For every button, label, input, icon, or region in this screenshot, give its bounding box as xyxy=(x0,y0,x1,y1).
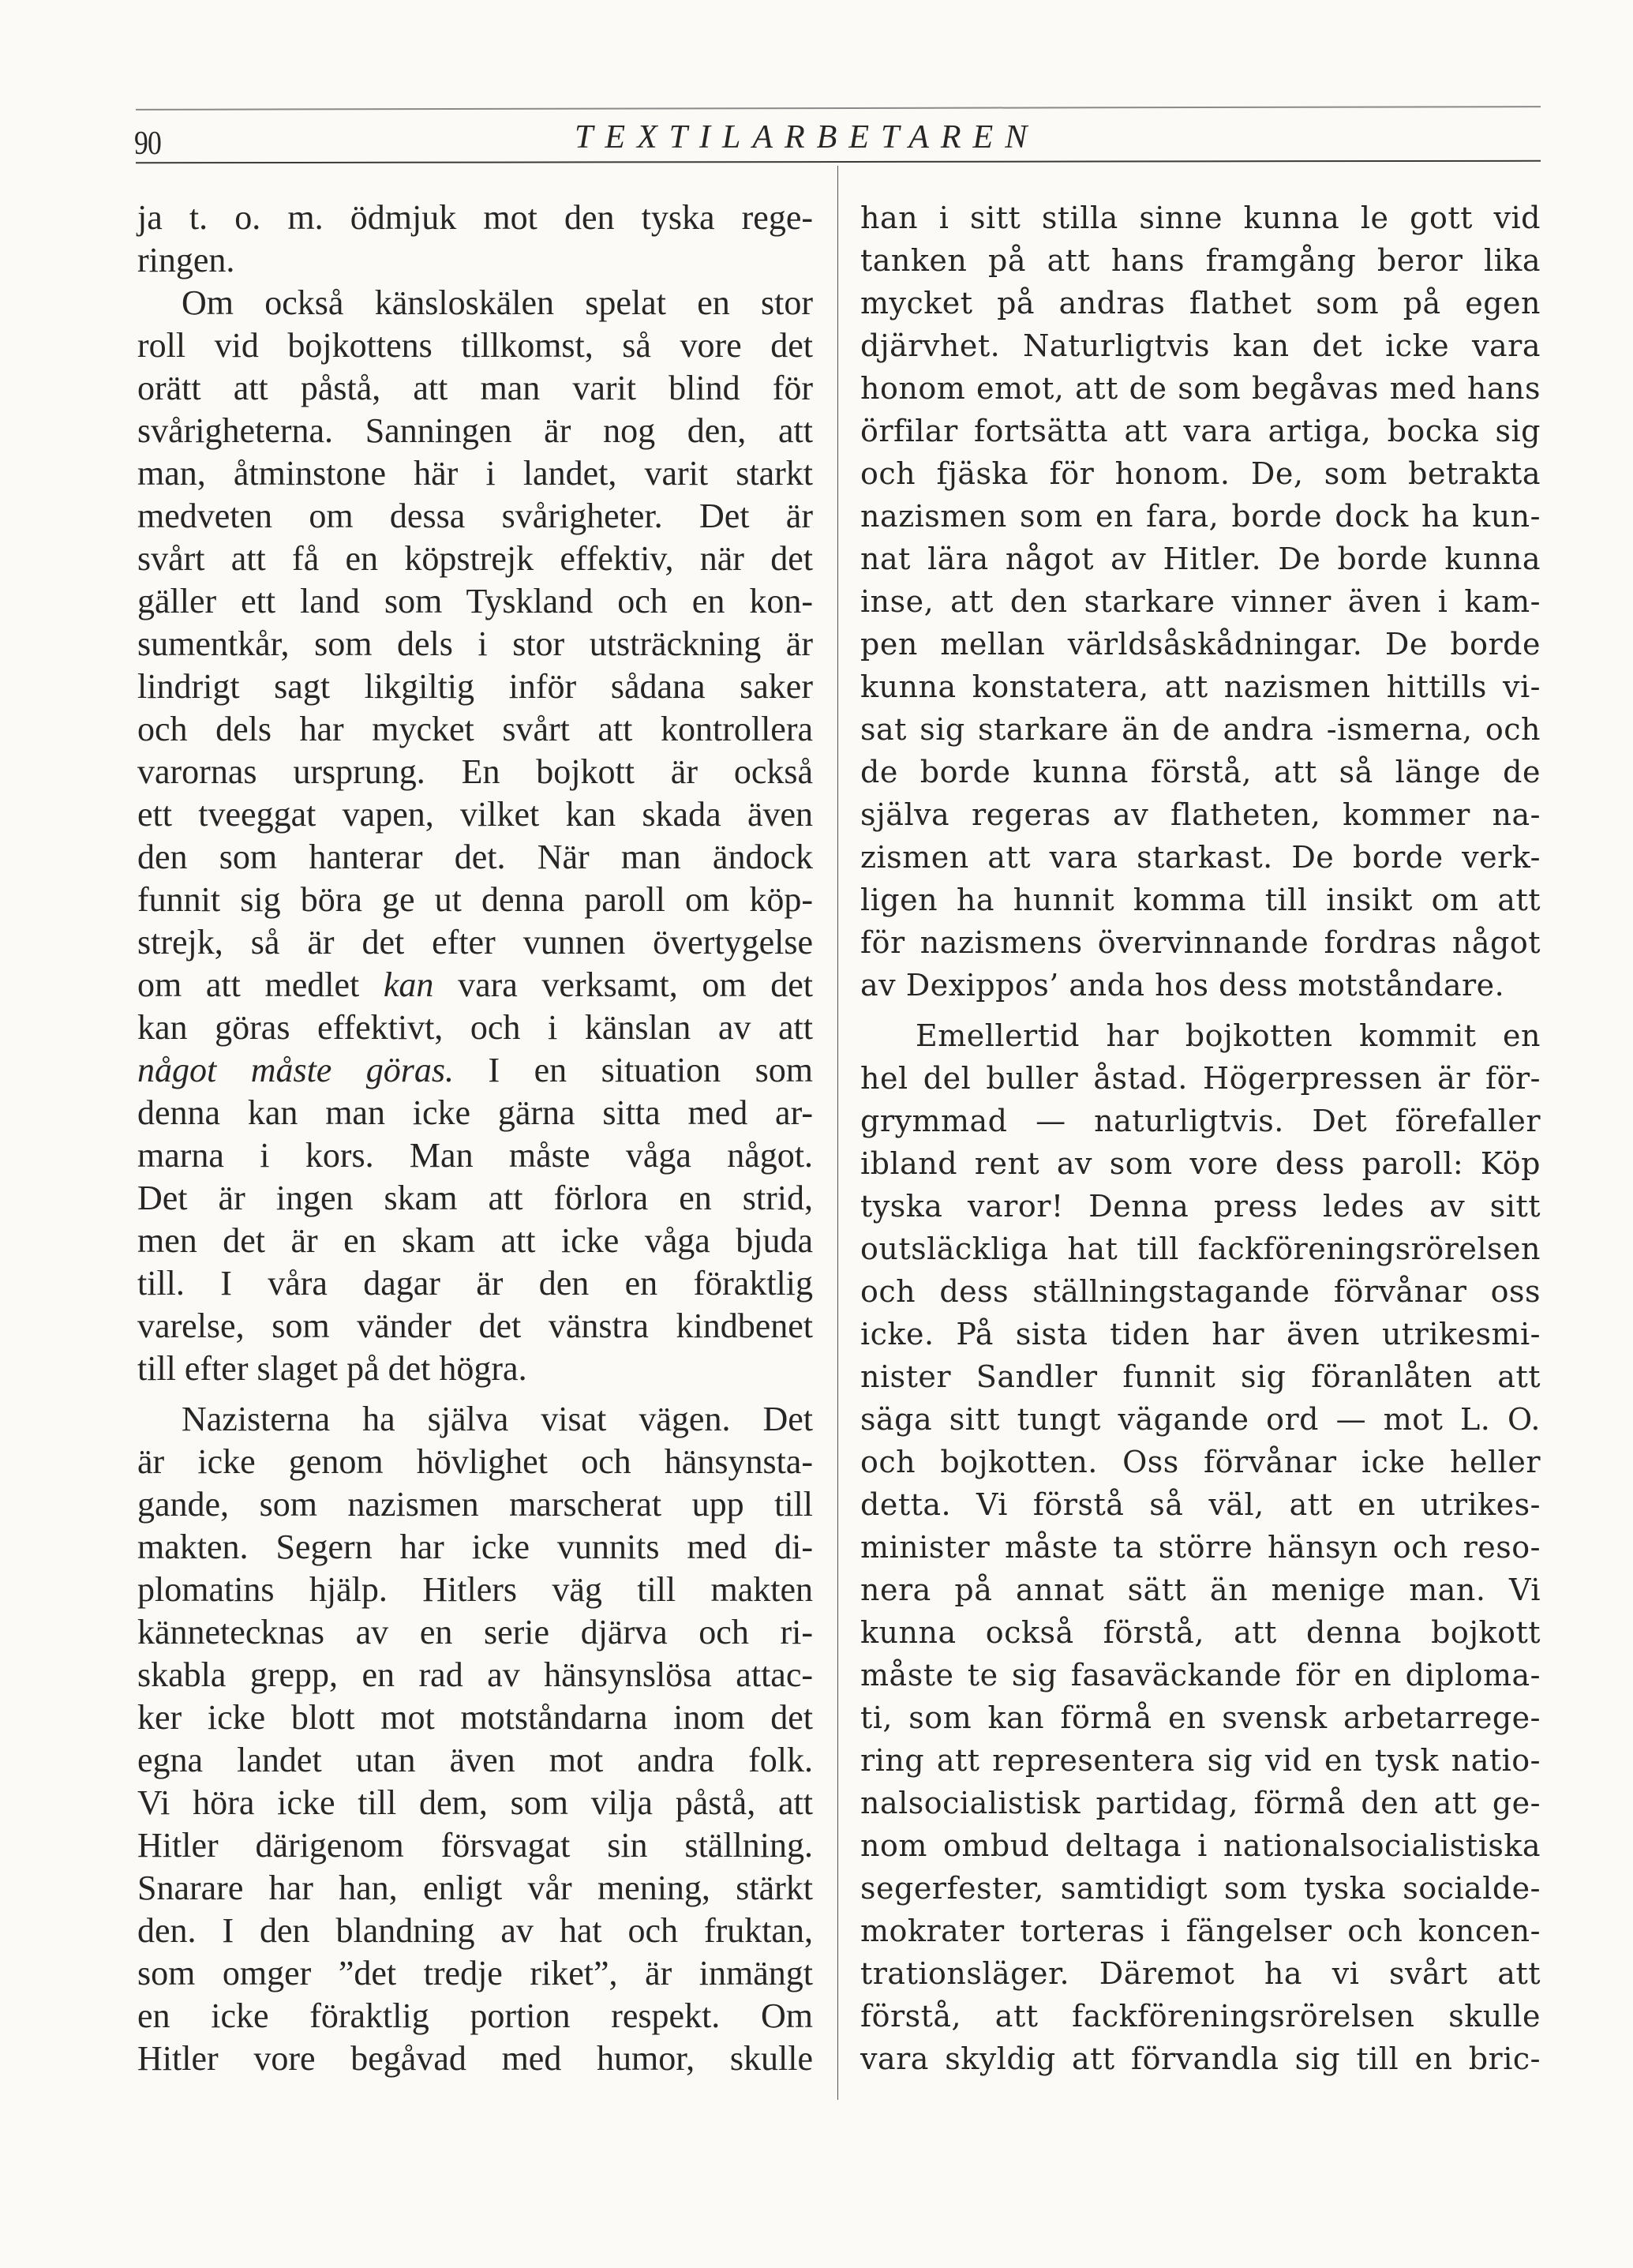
text-line xyxy=(860,1867,1541,1910)
text-segment: makten. Segern har icke vunnits med di- xyxy=(137,1528,813,1566)
text-segment: Hitler vore begåvad med humor, skulle xyxy=(137,2039,813,2078)
text-segment: nister Sandler funnit sig föranlåten att xyxy=(860,1359,1541,1394)
text-segment: sumentkår, som dels i stor utsträckning är xyxy=(137,624,813,663)
text-segment: roll vid bojkottens tillkomst, så vore det xyxy=(137,326,813,365)
text-segment: Det är ingen skam att förlora en strid, xyxy=(137,1179,813,1217)
text-line xyxy=(137,367,813,410)
text-segment: mokrater torteras i fängelser och koncen- xyxy=(860,1914,1541,1948)
text-segment: orätt att påstå, att man varit blind för xyxy=(137,369,813,407)
text-segment: och bojkotten. Oss förvånar icke heller xyxy=(860,1445,1541,1479)
text-line xyxy=(860,1483,1541,1526)
text-line xyxy=(137,1049,813,1092)
text-line xyxy=(137,538,813,580)
italic-emphasis: kan xyxy=(383,965,434,1004)
text-segment: den. I den blandning av hat och fruktan, xyxy=(137,1911,813,1950)
text-line xyxy=(860,1739,1541,1782)
text-line xyxy=(860,580,1541,623)
text-line xyxy=(860,1696,1541,1739)
text-segment: som omger ”det tredje riket”, är inmängt xyxy=(137,1954,813,1992)
text-line xyxy=(137,964,813,1007)
text-segment: ibland rent av som vore dess paroll: Köp xyxy=(860,1146,1541,1181)
text-line xyxy=(137,1483,813,1526)
text-line xyxy=(137,708,813,751)
text-segment: örfilar fortsätta att vara artiga, bocka sig xyxy=(860,414,1541,448)
text-line xyxy=(860,1100,1541,1142)
text-segment: Hitler därigenom försvagat sin ställning. xyxy=(137,1826,813,1865)
text-segment: nera på annat sätt än menige man. Vi xyxy=(860,1573,1541,1607)
text-line xyxy=(860,367,1541,410)
text-line xyxy=(860,1910,1541,1952)
text-segment: gande, som nazismen marscherat upp till xyxy=(137,1485,813,1524)
text-segment: är icke genom hövlighet och hänsynsta- xyxy=(137,1442,813,1481)
text-line xyxy=(860,708,1541,751)
text-segment: I en situation som xyxy=(454,1051,813,1089)
text-line xyxy=(860,751,1541,793)
text-segment: tanken på att hans framgång beror lika xyxy=(860,243,1541,278)
text-line xyxy=(860,665,1541,708)
text-segment: varornas ursprung. En bojkott är också xyxy=(137,752,813,791)
text-segment: ligen ha hunnit komma till insikt om att xyxy=(860,883,1541,917)
text-segment: gäller ett land som Tyskland och en kon- xyxy=(137,582,813,620)
text-line xyxy=(860,964,1541,1007)
text-segment: ring att representera sig vid en tysk natio- xyxy=(860,1743,1541,1778)
text-segment: strejk, så är det efter vunnen övertygelse xyxy=(137,923,813,962)
text-segment: segerfester, samtidigt som tyska socialde- xyxy=(860,1871,1541,1906)
text-line xyxy=(137,1739,813,1782)
text-line xyxy=(860,793,1541,836)
running-title: TEXTILARBETAREN xyxy=(575,119,1039,156)
text-line xyxy=(860,1142,1541,1185)
text-line xyxy=(860,1014,1541,1057)
text-line xyxy=(137,665,813,708)
text-segment: för nazismens övervinnande fordras något xyxy=(860,925,1541,960)
text-line xyxy=(860,538,1541,580)
text-segment: nom ombud deltaga i nationalsocialistiska xyxy=(860,1828,1541,1863)
text-line xyxy=(137,1092,813,1134)
text-segment: grymmad — naturligtvis. Det förefaller xyxy=(860,1104,1541,1138)
text-line xyxy=(860,1355,1541,1398)
text-line xyxy=(137,580,813,623)
text-segment: trationsläger. Däremot ha vi svårt att xyxy=(860,1956,1541,1991)
text-segment: skabla grepp, en rad av hänsynslösa attac- xyxy=(137,1655,813,1694)
text-segment: zismen att vara starkast. De borde verk- xyxy=(860,840,1541,875)
text-segment: kunna också förstå, att denna bojkott xyxy=(860,1615,1541,1650)
text-segment: djärvhet. Naturligtvis kan det icke vara xyxy=(860,328,1541,363)
text-segment: ti, som kan förmå en svensk arbetarrege- xyxy=(860,1700,1541,1735)
text-line xyxy=(860,1782,1541,1824)
text-line xyxy=(860,1526,1541,1569)
text-line xyxy=(137,1952,813,1995)
header-top-rule xyxy=(136,106,1541,111)
column-divider xyxy=(837,166,838,2100)
text-line xyxy=(137,1782,813,1824)
text-segment: marna i kors. Man måste våga något. xyxy=(137,1136,813,1175)
text-segment: måste te sig fasaväckande för en diploma- xyxy=(860,1658,1541,1693)
text-segment: denna kan man icke gärna sitta med ar- xyxy=(137,1093,813,1132)
text-line xyxy=(137,1262,813,1305)
text-segment: den som hanterar det. När man ändock xyxy=(137,838,813,876)
text-segment: Nazisterna ha själva visat vägen. Det xyxy=(182,1400,813,1438)
text-line xyxy=(860,1313,1541,1355)
text-line xyxy=(137,1220,813,1262)
text-line xyxy=(860,1057,1541,1100)
text-line xyxy=(860,1569,1541,1611)
text-segment: ringen. xyxy=(137,241,235,279)
text-line xyxy=(137,1398,813,1441)
text-segment: kunna konstatera, att nazismen hittills vi- xyxy=(860,669,1541,704)
italic-emphasis: något måste göras. xyxy=(137,1051,455,1089)
text-line xyxy=(137,324,813,367)
text-segment: lindrigt sagt likgiltig inför sådana saker xyxy=(137,667,813,706)
text-segment: vara verksamt, om det xyxy=(433,965,813,1004)
text-line xyxy=(137,1177,813,1220)
text-line xyxy=(137,1910,813,1952)
text-line xyxy=(860,197,1541,239)
text-segment: ett tveeggat vapen, vilket kan skada även xyxy=(137,795,813,834)
text-segment: kännetecknas av en serie djärva och ri- xyxy=(137,1613,813,1651)
text-line xyxy=(137,623,813,665)
right-column xyxy=(860,197,1541,2080)
text-line xyxy=(860,1185,1541,1228)
text-segment: detta. Vi förstå så väl, att en utrikes- xyxy=(860,1487,1541,1522)
text-segment: egna landet utan även mot andra folk. xyxy=(137,1741,813,1779)
text-line xyxy=(860,1398,1541,1441)
text-segment: nalsocialistisk partidag, förmå den att ge- xyxy=(860,1786,1541,1820)
text-line xyxy=(137,1867,813,1910)
text-segment: honom emot, att de som begåvas med hans xyxy=(860,371,1541,406)
page-number: 90 xyxy=(134,126,161,162)
text-segment: funnit sig böra ge ut denna paroll om köp- xyxy=(137,880,813,919)
text-segment: pen mellan världsåskådningar. De borde xyxy=(860,627,1541,662)
text-line xyxy=(137,1441,813,1483)
text-segment: minister måste ta större hänsyn och reso- xyxy=(860,1530,1541,1565)
text-line xyxy=(860,324,1541,367)
text-segment: en icke föraktlig portion respekt. Om xyxy=(137,1996,813,2035)
text-segment: kan göras effektivt, och i känslan av att xyxy=(137,1008,813,1047)
text-line xyxy=(137,793,813,836)
text-segment: nat lära något av Hitler. De borde kunna xyxy=(860,542,1541,576)
text-line xyxy=(137,282,813,324)
text-line xyxy=(860,921,1541,964)
text-line xyxy=(860,1270,1541,1313)
text-line xyxy=(137,1654,813,1696)
text-line xyxy=(137,836,813,879)
text-segment: själva regeras av flatheten, kommer na- xyxy=(860,797,1541,832)
text-segment: tyska varor! Denna press ledes av sitt xyxy=(860,1189,1541,1224)
text-segment: hel del buller åstad. Högerpressen är för- xyxy=(860,1061,1541,1096)
text-segment: om att medlet xyxy=(137,965,384,1004)
text-segment: varelse, som vänder det vänstra kindbenet xyxy=(137,1306,813,1345)
text-line xyxy=(137,879,813,921)
text-line xyxy=(860,879,1541,921)
text-segment: plomatins hjälp. Hitlers väg till makten xyxy=(137,1570,813,1609)
text-segment: medveten om dessa svårigheter. Det är xyxy=(137,497,813,535)
text-segment: nazismen som en fara, borde dock ha kun- xyxy=(860,499,1541,534)
text-segment: sat sig starkare än de andra -ismerna, och xyxy=(860,712,1541,747)
text-line xyxy=(137,751,813,793)
text-line xyxy=(860,452,1541,495)
text-line xyxy=(860,239,1541,282)
text-line xyxy=(137,2037,813,2080)
text-line xyxy=(860,495,1541,538)
text-line xyxy=(137,1348,813,1390)
text-line xyxy=(137,1696,813,1739)
text-line xyxy=(137,1007,813,1049)
text-line xyxy=(137,452,813,495)
text-segment: ker icke blott mot motståndarna inom det xyxy=(137,1698,813,1737)
text-segment: han i sitt stilla sinne kunna le gott vid xyxy=(860,201,1541,235)
text-segment: Vi höra icke till dem, som vilja påstå, att xyxy=(137,1783,813,1822)
text-segment: vara skyldig att förvandla sig till en bric- xyxy=(860,2041,1541,2076)
text-line xyxy=(137,495,813,538)
text-line xyxy=(137,1824,813,1867)
left-column xyxy=(137,197,813,2080)
text-line xyxy=(860,836,1541,879)
text-segment: och dess ställningstagande förvånar oss xyxy=(860,1274,1541,1309)
text-line xyxy=(137,921,813,964)
text-line xyxy=(860,410,1541,452)
text-segment: outsläckliga hat till fackföreningsrörelsen xyxy=(860,1231,1541,1266)
text-line xyxy=(860,1228,1541,1270)
text-line xyxy=(137,1995,813,2037)
text-line xyxy=(860,1654,1541,1696)
text-line xyxy=(137,1134,813,1177)
text-line xyxy=(860,1952,1541,1995)
text-segment: men det är en skam att icke våga bjuda xyxy=(137,1221,813,1260)
text-line xyxy=(860,623,1541,665)
text-segment: de borde kunna förstå, att så länge de xyxy=(860,755,1541,789)
text-line xyxy=(860,1995,1541,2037)
text-segment: Emellertid har bojkotten kommit en xyxy=(916,1018,1541,1053)
text-segment: mycket på andras flathet som på egen xyxy=(860,286,1541,321)
text-segment: förstå, att fackföreningsrörelsen skulle xyxy=(860,1999,1541,2034)
text-line xyxy=(137,239,813,282)
text-segment: man, åtminstone här i landet, varit starkt xyxy=(137,454,813,493)
text-line xyxy=(860,2037,1541,2080)
text-line xyxy=(860,1441,1541,1483)
text-line xyxy=(137,1526,813,1569)
text-line xyxy=(137,1305,813,1348)
text-segment: Om också känsloskälen spelat en stor xyxy=(182,283,813,322)
text-segment: svårigheterna. Sanningen är nog den, att xyxy=(137,411,813,450)
header-bottom-rule xyxy=(136,160,1541,163)
text-segment: Snarare har han, enligt vår mening, stärkt xyxy=(137,1869,813,1907)
text-segment: säga sitt tungt vägande ord — mot L. O. xyxy=(860,1402,1541,1437)
text-segment: icke. På sista tiden har även utrikesmi- xyxy=(860,1317,1541,1351)
text-segment: ja t. o. m. ödmjuk mot den tyska rege- xyxy=(137,198,813,237)
text-segment: inse, att den starkare vinner även i kam- xyxy=(860,584,1541,619)
text-segment: till efter slaget på det högra. xyxy=(137,1349,527,1388)
text-segment: av Dexippos’ anda hos dess motståndare. xyxy=(860,968,1505,1003)
text-segment: och dels har mycket svårt att kontrollera xyxy=(137,710,813,748)
text-segment: till. I våra dagar är den en föraktlig xyxy=(137,1264,813,1303)
text-line xyxy=(860,1611,1541,1654)
text-line xyxy=(137,1611,813,1654)
text-line xyxy=(137,197,813,239)
text-segment: svårt att få en köpstrejk effektiv, när det xyxy=(137,539,813,578)
text-line xyxy=(137,410,813,452)
text-line xyxy=(860,282,1541,324)
text-line xyxy=(137,1569,813,1611)
text-line xyxy=(860,1824,1541,1867)
text-segment: och fjäska för honom. De, som betrakta xyxy=(860,456,1541,491)
